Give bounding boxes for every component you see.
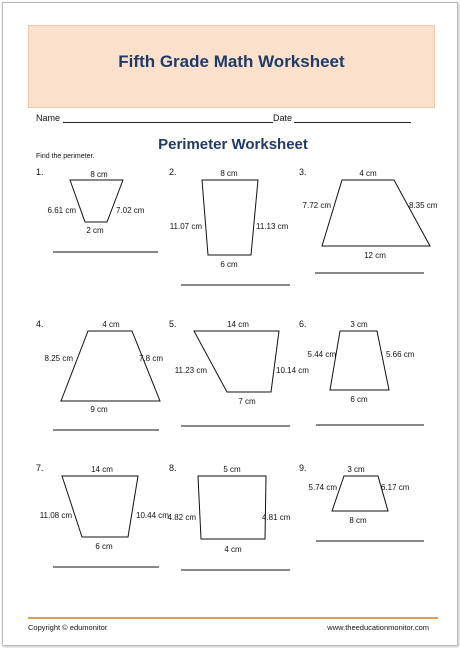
trapezoid-shape	[198, 476, 266, 539]
top-side-label: 8 cm	[220, 169, 238, 178]
instructions: Find the perimeter.	[36, 153, 95, 160]
copyright-text: Copyright © edumonitor	[28, 623, 108, 632]
right-side-label: 10.14 cm	[276, 366, 309, 375]
problem-number: 8.	[169, 463, 177, 473]
left-side-label: 11.23 cm	[174, 366, 207, 375]
trapezoid-shape	[322, 180, 430, 246]
bottom-side-label: 12 cm	[364, 251, 386, 260]
right-side-label: 10.44 cm	[136, 511, 169, 520]
left-side-label: 4.82 cm	[167, 513, 196, 522]
left-side-label: 6.61 cm	[47, 206, 76, 215]
trapezoid-shape	[61, 331, 160, 401]
left-side-label: 7.72 cm	[302, 201, 331, 210]
trapezoid-figures	[3, 3, 459, 647]
problem-number: 5.	[169, 319, 177, 329]
date-label: Date	[273, 113, 293, 123]
bottom-side-label: 2 cm	[86, 226, 104, 235]
footer-divider	[28, 617, 438, 619]
problem-number: 3.	[299, 167, 307, 177]
left-side-label: 5.44 cm	[307, 350, 336, 359]
right-side-label: 6.17 cm	[381, 483, 410, 492]
right-side-label: 7.8 cm	[139, 354, 164, 363]
left-side-label: 11.07 cm	[169, 222, 202, 231]
bottom-side-label: 6 cm	[220, 260, 238, 269]
bottom-side-label: 9 cm	[90, 405, 108, 414]
top-side-label: 3 cm	[347, 465, 365, 474]
right-side-label: 8.35 cm	[409, 201, 438, 210]
worksheet-page	[2, 2, 458, 646]
top-side-label: 4 cm	[359, 169, 377, 178]
left-side-label: 5.74 cm	[308, 483, 337, 492]
top-side-label: 14 cm	[91, 465, 113, 474]
problem-number: 2.	[169, 167, 177, 177]
trapezoid-shape	[70, 180, 123, 222]
problem-number: 1.	[36, 167, 44, 177]
problem-number: 4.	[36, 319, 44, 329]
trapezoid-shape	[202, 180, 258, 255]
trapezoid-shape	[194, 331, 279, 392]
left-side-label: 8.25 cm	[44, 354, 73, 363]
bottom-side-label: 6 cm	[350, 395, 368, 404]
right-side-label: 7.02 cm	[116, 206, 145, 215]
right-side-label: 11.13 cm	[256, 222, 289, 231]
section-title: Perimeter Worksheet	[158, 136, 308, 153]
bottom-side-label: 7 cm	[238, 397, 256, 406]
name-label: Name	[36, 113, 61, 123]
bottom-side-label: 4 cm	[224, 545, 242, 554]
bottom-side-label: 6 cm	[95, 542, 113, 551]
problem-number: 9.	[299, 463, 307, 473]
problem-number: 7.	[36, 463, 44, 473]
left-side-label: 11.08 cm	[39, 511, 72, 520]
top-side-label: 8 cm	[90, 170, 108, 179]
problem-number: 6.	[299, 319, 307, 329]
bottom-side-label: 8 cm	[349, 516, 367, 525]
top-side-label: 4 cm	[102, 320, 120, 329]
worksheet-title: Fifth Grade Math Worksheet	[118, 52, 345, 71]
right-side-label: 5.66 cm	[386, 350, 415, 359]
website-link[interactable]: www.theeducationmonitor.com	[327, 623, 429, 632]
trapezoid-shape	[62, 476, 138, 537]
right-side-label: 4.81 cm	[262, 513, 291, 522]
top-side-label: 14 cm	[227, 320, 249, 329]
trapezoid-shape	[332, 476, 388, 511]
trapezoid-shape	[330, 331, 389, 390]
top-side-label: 3 cm	[350, 320, 368, 329]
top-side-label: 5 cm	[223, 465, 241, 474]
